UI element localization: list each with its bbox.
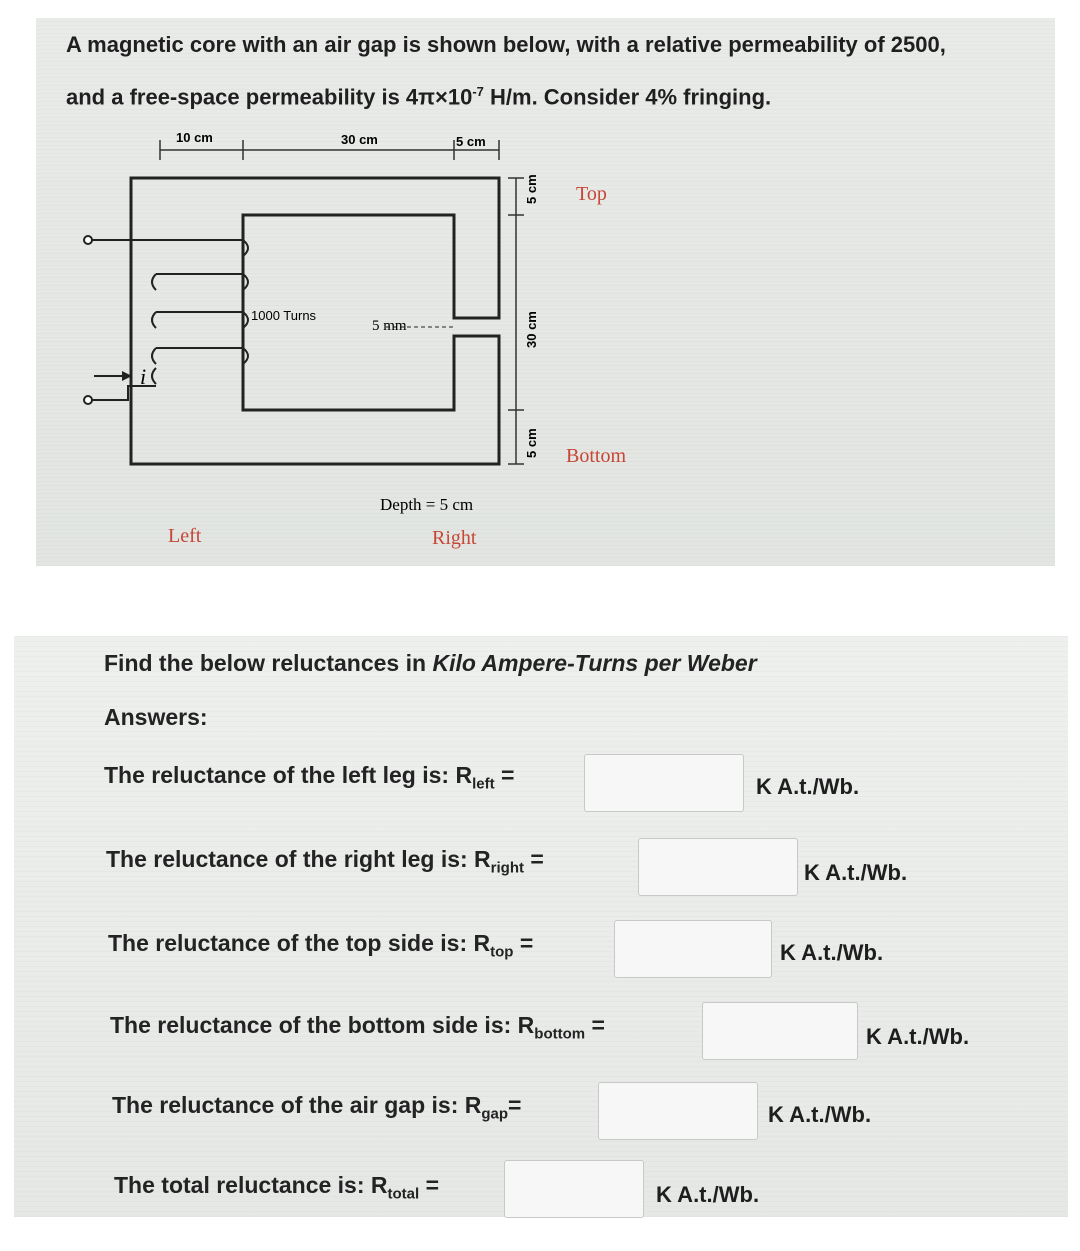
dim-5cm: 5 cm: [456, 134, 486, 149]
problem-line-1: A magnetic core with an air gap is shown below, with a relative permeability of 2500,: [66, 32, 946, 57]
unit-left-leg: K A.t./Wb.: [756, 774, 860, 799]
question-bottom-side: The reluctance of the bottom side is: $R_{bottom}$ =: [110, 1012, 605, 1043]
label-top: Top: [576, 183, 607, 205]
dim-v-top: 5 cm: [524, 174, 539, 204]
answer-top-side-input[interactable]: [614, 920, 772, 978]
question-air-gap: The reluctance of the air gap is: $R_{gap}=$: [112, 1092, 522, 1123]
answer-total-input[interactable]: [504, 1160, 644, 1218]
question-right-leg: The reluctance of the right leg is: $R_{right}$ =: [106, 846, 544, 877]
answers-label: Answers:: [104, 704, 208, 730]
gap-label: 5 mm: [372, 318, 407, 334]
turns-label: 1000 Turns: [251, 308, 317, 323]
question-left-leg: The reluctance of the left leg is: $R_{left}$ =: [104, 762, 515, 793]
label-left: Left: [168, 525, 202, 547]
coil: [84, 236, 248, 404]
dim-v-bottom: 5 cm: [524, 428, 539, 458]
right-dimension-lines: [508, 178, 524, 464]
answer-air-gap-input[interactable]: [598, 1082, 758, 1140]
unit-total: K A.t./Wb.: [656, 1182, 760, 1207]
unit-right-leg: K A.t./Wb.: [804, 860, 908, 885]
dim-30cm: 30 cm: [341, 132, 378, 147]
dim-10cm: 10 cm: [176, 130, 213, 145]
problem-line-2: and a free-space permeability is $4\pi\times 10^{-7}$ H/m. Consider 4% fringing.: [66, 84, 772, 110]
problem-panel: [36, 18, 1055, 566]
label-right: Right: [432, 527, 477, 549]
question-total: The total reluctance is: $R_{total}$ =: [114, 1172, 440, 1203]
dim-v-mid: 30 cm: [524, 311, 539, 348]
unit-bottom-side: K A.t./Wb.: [866, 1024, 970, 1049]
unit-top-side: K A.t./Wb.: [780, 940, 884, 965]
current-arrow: [94, 371, 132, 381]
label-bottom: Bottom: [566, 445, 627, 467]
questions-heading: Find the below reluctances in Kilo Ampere-Turns per Weber: [104, 650, 757, 676]
current-label: i: [140, 364, 147, 389]
question-top-side: The reluctance of the top side is: $R_{top}$ =: [108, 930, 534, 961]
magnetic-core-diagram: [36, 18, 1055, 566]
unit-air-gap: K A.t./Wb.: [768, 1102, 872, 1127]
questions-panel: [14, 636, 1068, 1217]
answer-left-leg-input[interactable]: [584, 754, 744, 812]
depth-label: Depth = 5 cm: [380, 495, 474, 514]
answer-right-leg-input[interactable]: [638, 838, 798, 896]
answer-bottom-side-input[interactable]: [702, 1002, 858, 1060]
